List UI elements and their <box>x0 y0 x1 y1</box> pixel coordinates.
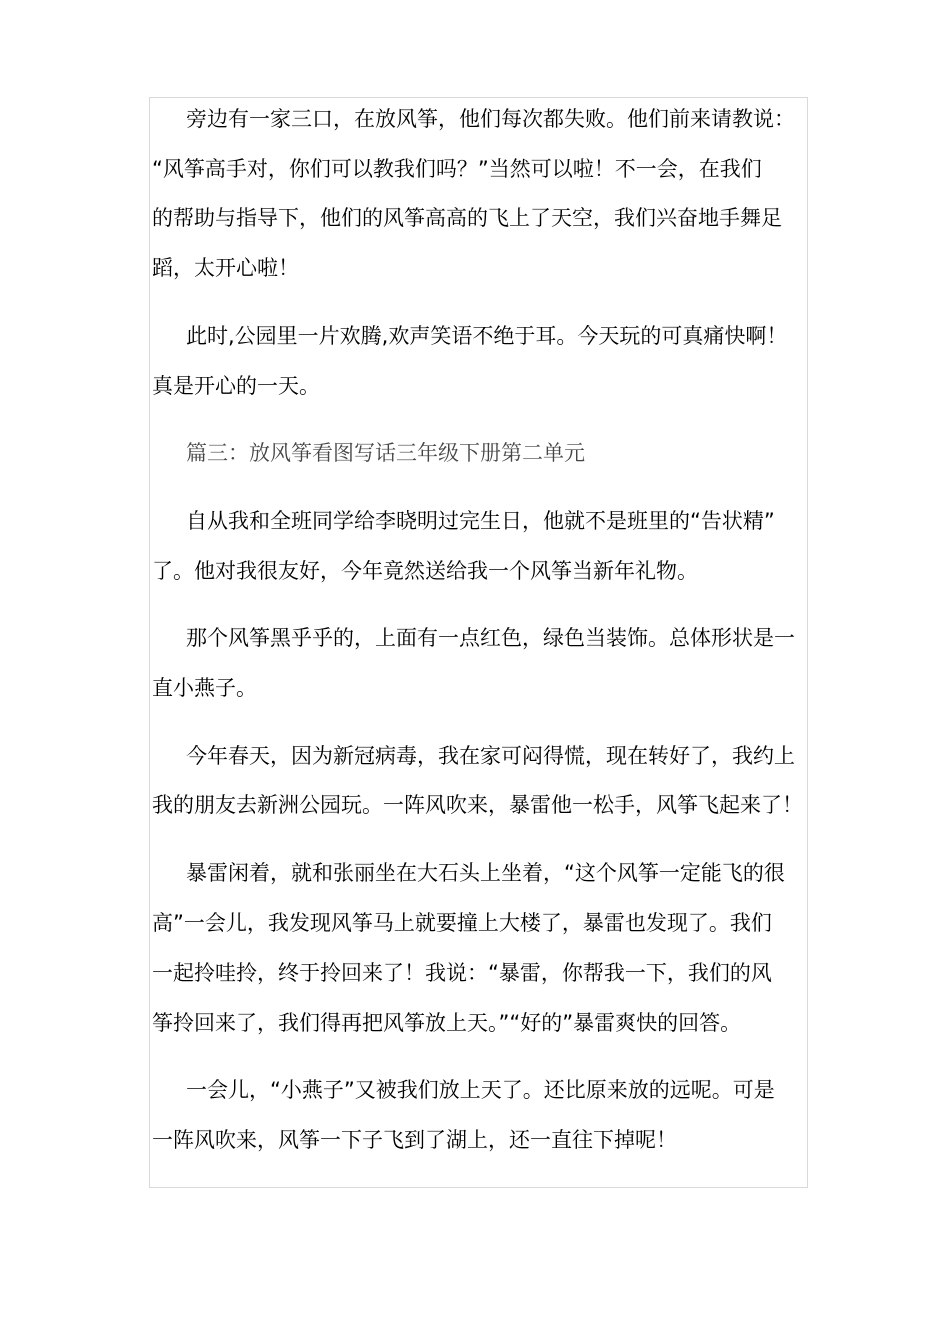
article-3-line-2: 我的朋友去新洲公园玩。一阵风吹来，暴雷他一松手，风筝飞起来了！ <box>152 793 803 817</box>
article-4-line-1: 暴雷闲着，就和张丽坐在大石头上坐着，“这个风筝一定能飞的很 <box>186 861 785 885</box>
paragraph-2-line-2: 真是开心的一天。 <box>152 374 320 398</box>
article-4-line-3: 一起拎哇拎，终于拎回来了！我说：“暴雷，你帮我一下，我们的风 <box>152 961 772 985</box>
paragraph-1-line-2: “风筝高手对，你们可以教我们吗？”当然可以啦！不一会，在我们 <box>152 157 762 181</box>
section-heading: 篇三：放风筝看图写话三年级下册第二单元 <box>186 441 585 465</box>
paragraph-2-line-1: 此时,公园里一片欢腾,欢声笑语不绝于耳。今天玩的可真痛快啊！ <box>186 324 788 348</box>
article-3-line-1: 今年春天，因为新冠病毒，我在家可闷得慌，现在转好了，我约上 <box>186 744 795 768</box>
paragraph-1-line-1: 旁边有一家三口，在放风筝，他们每次都失败。他们前来请教说： <box>186 107 795 131</box>
article-1-line-2: 了。他对我很友好，今年竟然送给我一个风筝当新年礼物。 <box>152 559 698 583</box>
article-5-line-1: 一会儿，“小燕子”又被我们放上天了。还比原来放的远呢。可是 <box>186 1078 775 1102</box>
paragraph-1-line-3: 的帮助与指导下，他们的风筝高高的飞上了天空，我们兴奋地手舞足 <box>152 206 782 230</box>
article-1-line-1: 自从我和全班同学给李晓明过完生日，他就不是班里的“告状精” <box>186 509 775 533</box>
article-5-line-2: 一阵风吹来，风筝一下子飞到了湖上，还一直往下掉呢！ <box>152 1128 677 1152</box>
article-2-line-2: 直小燕子。 <box>152 676 257 700</box>
article-4-line-4: 筝拎回来了，我们得再把风筝放上天。”“好的”暴雷爽快的回答。 <box>152 1011 742 1035</box>
paragraph-1-line-4: 蹈，太开心啦！ <box>152 256 299 280</box>
article-4-line-2: 高”一会儿，我发现风筝马上就要撞上大楼了，暴雷也发现了。我们 <box>152 911 772 935</box>
article-2-line-1: 那个风筝黑乎乎的，上面有一点红色，绿色当装饰。总体形状是一 <box>186 626 795 650</box>
